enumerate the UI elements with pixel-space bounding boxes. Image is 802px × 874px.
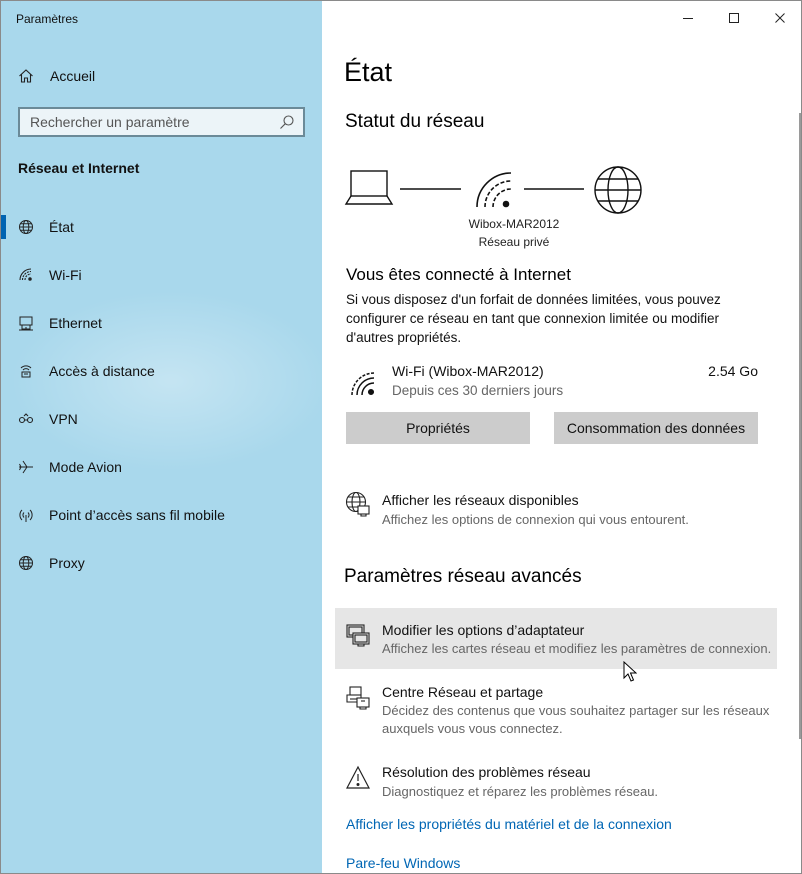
show-available-networks[interactable] <box>335 485 777 531</box>
sidebar-item-etat[interactable] <box>1 203 322 251</box>
wifi-icon <box>18 267 34 283</box>
firewall-link[interactable]: Pare-feu Windows <box>346 855 461 871</box>
connected-heading: Vous êtes connecté à Internet <box>346 265 571 284</box>
network-globe-icon <box>345 491 371 517</box>
network-troubleshooter[interactable] <box>335 757 777 803</box>
network-adapter-icon <box>345 622 371 648</box>
sharing-center-subtitle: Décidez des contenus que vous souhaitez partager sur les réseaux auxquels vous vous connectez. <box>382 703 770 736</box>
data-usage-button[interactable]: Consommation des données <box>554 412 758 444</box>
network-name: Wibox-MAR2012 <box>468 217 560 231</box>
connection-usage <box>346 361 758 405</box>
app-title: Paramètres <box>16 12 79 26</box>
sidebar-item-label: Ethernet <box>49 315 102 331</box>
maximize-icon <box>728 12 740 24</box>
globe-icon <box>18 219 34 235</box>
sidebar-item-label: Point d’accès sans fil mobile <box>49 507 225 523</box>
globe-icon <box>18 555 34 571</box>
page-title: État <box>344 57 393 87</box>
home-label: Accueil <box>50 68 96 84</box>
sharing-center-icon <box>345 685 371 711</box>
sidebar-item-label: État <box>49 219 74 235</box>
mouse-cursor-icon <box>623 661 637 683</box>
home-button[interactable] <box>18 65 95 87</box>
hardware-properties-link[interactable]: Afficher les propriétés du matériel et de la connexion <box>346 816 672 832</box>
connected-description: Si vous disposez d'un forfait de données limitées, vous pouvez configurer ce réseau en tant que connexion limitée ou modifier d'autres propriétés. <box>346 292 721 345</box>
sidebar-item-label: Mode Avion <box>49 459 122 475</box>
search-icon[interactable] <box>279 114 295 130</box>
sidebar <box>1 1 322 874</box>
troubleshooter-subtitle: Diagnostiquez et réparez les problèmes réseau. <box>382 784 659 799</box>
close-button[interactable] <box>757 1 802 35</box>
properties-button[interactable]: Propriétés <box>346 412 530 444</box>
main-content <box>322 1 802 874</box>
minimize-button[interactable] <box>665 1 711 35</box>
ethernet-icon <box>18 315 34 331</box>
close-icon <box>774 12 786 24</box>
vpn-icon <box>18 411 34 427</box>
dialup-icon <box>18 363 34 379</box>
wifi-icon <box>350 371 376 397</box>
advanced-heading: Paramètres réseau avancés <box>344 566 582 587</box>
search-box[interactable] <box>18 107 305 137</box>
minimize-icon <box>682 12 694 24</box>
adapter-options-title: Modifier les options d’adaptateur <box>382 622 585 638</box>
troubleshooter-title: Résolution des problèmes réseau <box>382 764 591 780</box>
adapter-options[interactable] <box>335 608 777 669</box>
sidebar-item-label: Proxy <box>49 555 85 571</box>
sidebar-item-mode-avion[interactable] <box>1 443 322 491</box>
caption-buttons <box>665 1 802 35</box>
network-diagram <box>344 161 644 251</box>
sidebar-item-label: Accès à distance <box>49 363 155 379</box>
connection-period: Depuis ces 30 derniers jours <box>392 383 564 398</box>
sharing-center-title: Centre Réseau et partage <box>382 684 544 700</box>
show-networks-title: Afficher les réseaux disponibles <box>382 492 579 508</box>
hotspot-icon <box>18 507 34 523</box>
show-networks-subtitle: Affichez les options de connexion qui vous entourent. <box>382 512 689 527</box>
sidebar-nav <box>1 203 322 587</box>
sidebar-item-proxy[interactable] <box>1 539 322 587</box>
network-sharing-center[interactable] <box>335 677 777 739</box>
laptop-icon <box>346 171 392 204</box>
sidebar-item-ethernet[interactable] <box>1 299 322 347</box>
sidebar-item-label: VPN <box>49 411 78 427</box>
sidebar-item-label: Wi-Fi <box>49 267 82 283</box>
warning-icon <box>345 765 371 791</box>
sidebar-item-wifi[interactable] <box>1 251 322 299</box>
search-input[interactable] <box>20 109 279 135</box>
sidebar-item-acces-distance[interactable] <box>1 347 322 395</box>
maximize-button[interactable] <box>711 1 757 35</box>
section-title: Réseau et Internet <box>18 160 140 176</box>
network-label <box>449 215 579 251</box>
airplane-icon <box>18 459 34 475</box>
sidebar-item-point-acces[interactable] <box>1 491 322 539</box>
network-type: Réseau privé <box>478 235 550 249</box>
wifi-router-icon <box>477 173 511 207</box>
network-status-heading: Statut du réseau <box>345 111 485 132</box>
home-icon <box>18 68 34 84</box>
connection-name: Wi-Fi (Wibox-MAR2012) <box>392 363 544 379</box>
connection-usage-amount: 2.54 Go <box>708 363 758 379</box>
adapter-options-subtitle: Affichez les cartes réseau et modifiez les paramètres de connexion. <box>382 641 772 656</box>
sidebar-item-vpn[interactable] <box>1 395 322 443</box>
internet-globe-icon <box>595 167 641 213</box>
